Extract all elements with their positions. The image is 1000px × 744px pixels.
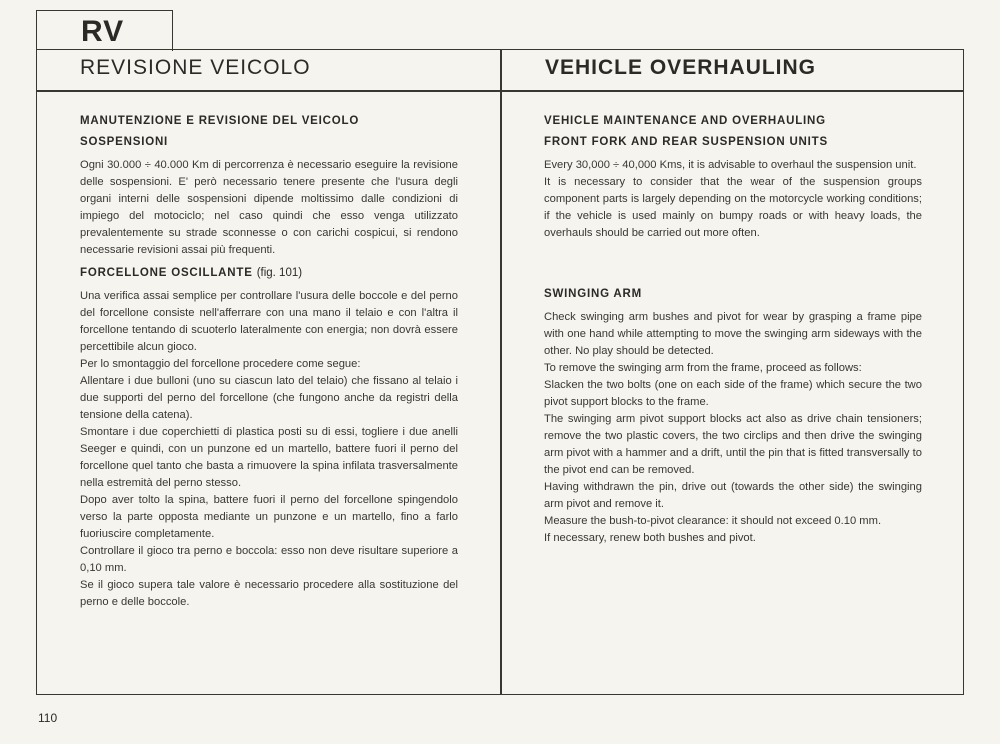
italian-paragraph: Dopo aver tolto la spina, battere fuori il perno del forcellone spingendolo verso la parte opposta mediante un punzone e un martello, fino a farlo fuoriuscire completamente. [80,494,458,540]
section-code: RV [81,15,125,48]
italian-paragraph: Per lo smontaggio del forcellone procedere come segue: [80,358,361,370]
english-heading-swinging-arm: SWINGING ARM [544,288,642,300]
english-heading-suspension: FRONT FORK AND REAR SUSPENSION UNITS [544,136,828,148]
figure-reference: (fig. 101) [256,267,303,279]
italian-heading-maintenance: MANUTENZIONE E REVISIONE DEL VEICOLO [80,115,360,127]
italian-paragraph: Ogni 30.000 ÷ 40.000 Km di percorrenza è necessario eseguire la revisione delle sospensioni. E' però necessario tenere presente che l'usura degli organi interni delle sospensioni dipende moltissimo dalle condizioni di impiego del motociclo; nel caso quindi che esso venga utilizzato prevalentemente su strade sconnesse o con carichi cospicui, si rendono necessarie revisioni assai più frequenti. [80,159,458,256]
italian-heading-suspensions: SOSPENSIONI [80,136,169,148]
english-paragraph: To remove the swinging arm from the frame, proceed as follows: [544,362,862,374]
english-paragraph: Having withdrawn the pin, drive out (towards the other side) the swinging arm pivot and remove it. [544,481,922,510]
english-title: VEHICLE OVERHAULING [545,56,817,79]
header-divider [36,90,964,92]
english-column [544,113,922,547]
italian-column [80,113,458,611]
italian-paragraph: Smontare i due coperchietti di plastica posti su di essi, togliere i due anelli Seeger e quindi, con un punzone ed un martello, battere fuori il perno del forcellone quel tanto che basta a rimuovere la spina infilata trasversalmente nella estremità del perno stesso. [80,426,458,489]
page-number: 110 [38,711,58,725]
italian-title: REVISIONE VEICOLO [80,56,311,79]
italian-paragraph: Una verifica assai semplice per controllare l'usura delle boccole e del perno del forcellone consiste nell'afferrare con una mano il telaio e con l'altra il forcellone tentando di scuoterlo lateralmente con energia; non dovrà essere percettibile alcun gioco. [80,290,458,353]
section-tab [36,10,173,51]
column-divider [500,49,502,695]
english-paragraph: Every 30,000 ÷ 40,000 Kms, it is advisable to overhaul the suspension unit. [544,159,917,171]
english-heading-maintenance: VEHICLE MAINTENANCE AND OVERHAULING [544,115,826,127]
english-paragraph: If necessary, renew both bushes and pivot. [544,532,756,544]
italian-heading-swinging-arm [80,265,458,282]
italian-paragraph: Allentare i due bulloni (uno su ciascun lato del telaio) che fissano al telaio i due supporti del perno del forcellone (che fungono anche da registri della tensione della catena). [80,375,458,421]
italian-paragraph: Se il gioco supera tale valore è necessario procedere alla sostituzione del perno e delle boccole. [80,579,458,608]
italian-paragraph: Controllare il gioco tra perno e boccola: esso non deve risultare superiore a 0,10 mm. [80,545,458,574]
italian-heading-swinging-arm-text: FORCELLONE OSCILLANTE [80,267,253,279]
english-paragraph: Measure the bush-to-pivot clearance: it should not exceed 0.10 mm. [544,515,882,527]
english-paragraph: Slacken the two bolts (one on each side of the frame) which secure the two pivot support blocks to the frame. [544,379,922,408]
english-paragraph: The swinging arm pivot support blocks act also as drive chain tensioners; remove the two plastic covers, the two circlips and then drive the swinging arm pivot with a hammer and a drift, until the pin that is fitted transversally to the pivot end can be removed. [544,413,922,476]
english-paragraph: It is necessary to consider that the wear of the suspension groups component parts is largely depending on the motorcycle working conditions; if the vehicle is used mainly on bumpy roads or with heavy loads, the overhauls should be carried out more often. [544,176,922,239]
english-paragraph: Check swinging arm bushes and pivot for wear by grasping a frame pipe with one hand while attempting to move the swinging arm sideways with the other. No play should be detected. [544,311,922,357]
